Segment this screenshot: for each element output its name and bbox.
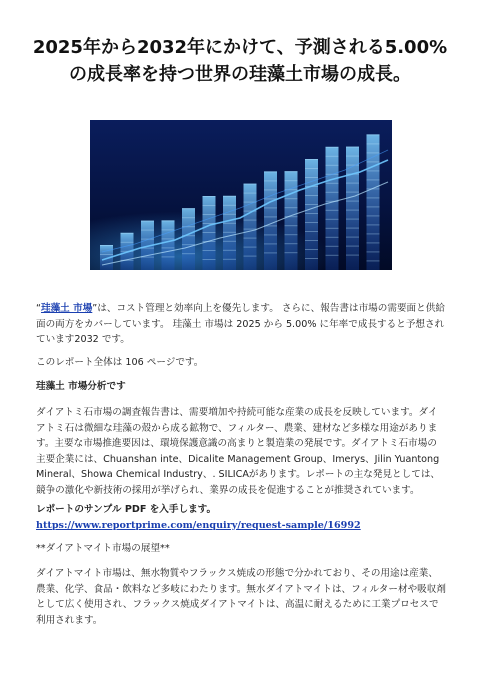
hero-bar (244, 184, 257, 270)
hero-bar-segment (305, 177, 318, 178)
sample-link[interactable]: https://www.reportprime.com/enquiry/request-sample/16992 (36, 519, 361, 531)
hero-bar-segment (162, 220, 175, 221)
hero-bar-segment (162, 229, 175, 230)
hero-bar-segment (326, 246, 339, 247)
hero-bar-segment (223, 196, 236, 197)
hero-bar-segment (305, 222, 318, 223)
hero-bar-segment (326, 237, 339, 238)
hero-bar-segment (244, 220, 257, 221)
hero-bar-segment (326, 183, 339, 184)
hero-bar-segment (285, 171, 298, 172)
hero-bar-segment (264, 243, 277, 244)
hero-bar (285, 171, 298, 270)
hero-bar-segment (162, 238, 175, 239)
hero-bar-segment (264, 234, 277, 235)
hero-bar-segment (264, 189, 277, 190)
hero-bar (305, 159, 318, 270)
intro-paragraph (36, 301, 446, 348)
hero-bar-segment (367, 242, 380, 243)
hero-bar-segment (244, 247, 257, 248)
analysis-paragraph: ダイアトミ石市場の調査報告書は、需要増加や持続可能な産業の成長を反映しています。ダイアトミ石は微細な珪藻の殻から成る鉱物で、フィルター、農業、建材など多様な用途があります。主要な市場推進要因は、環境保護意識の高まりと製造業の発展です。ダイアトミ石市場の主要企業には、Chuanshan inte、Dicalite Management Group、Imerys、Jilin Yuantong Mineral、Showa Chemical Industry、. SILICAがあります。レポートの主な発見としては、競争の激化や新技術の採用が挙げられ、業界の成長を促進することが推奨されています。 (36, 407, 441, 496)
hero-bar-segment (367, 143, 380, 144)
analysis-heading: 珪藻土 市場分析です (36, 381, 126, 392)
hero-bar-segment (367, 251, 380, 252)
hero-bar-segment (367, 233, 380, 234)
hero-bar-segment (223, 250, 236, 251)
hero-bar-segment (305, 213, 318, 214)
hero-bar-segment (326, 219, 339, 220)
hero-bar-segment (367, 170, 380, 171)
pages-note: このレポート全体は 106 ページです。 (36, 357, 204, 368)
hero-bar-segment (285, 198, 298, 199)
sample-label: レポートのサンプル PDF を入手します。 (36, 504, 217, 515)
hero-bar-segment (264, 171, 277, 172)
hero-bar-segment (367, 152, 380, 153)
hero-bar-segment (326, 228, 339, 229)
hero-bar-segment (346, 210, 359, 211)
hero-bar-segment (264, 216, 277, 217)
title-line-1: 2025年から2032年にかけて、予測される5.00% (32, 37, 448, 58)
hero-bar-segment (326, 210, 339, 211)
intro-text: は、コスト管理と効率向上を優先します。 さらに、報告書は市場の需要面と供給面の両方をカバーしています。 珪藻土 市場は 2025 から 5.00% に年率で成長すると予想されています2032 です。 (36, 303, 445, 345)
hero-bar-segment (346, 246, 359, 247)
sample-request (36, 502, 446, 533)
hero-bar-segment (326, 192, 339, 193)
hero-bar-segment (162, 247, 175, 248)
hero-bar-segment (346, 156, 359, 157)
hero-bar-segment (203, 214, 216, 215)
hero-bar-segment (223, 241, 236, 242)
hero-bar-segment (367, 260, 380, 261)
hero-bar-segment (100, 254, 113, 255)
hero-bar-segment (367, 179, 380, 180)
hero-bar-segment (223, 232, 236, 233)
hero-bar-segment (305, 240, 318, 241)
hero-bar-segment (305, 231, 318, 232)
hero-bar-segment (285, 234, 298, 235)
hero-bar-segment (203, 232, 216, 233)
hero-bar-segment (244, 229, 257, 230)
hero-bar-segment (203, 259, 216, 260)
hero-bar-segment (244, 193, 257, 194)
hero-bar-segment (203, 196, 216, 197)
hero-bar-segment (285, 243, 298, 244)
hero-bar-segment (223, 214, 236, 215)
hero-bar-segment (305, 249, 318, 250)
hero-bar (162, 220, 175, 270)
hero-bar-segment (367, 206, 380, 207)
hero-bar-segment (182, 244, 195, 245)
hero-bar-segment (264, 252, 277, 253)
hero-bar-segment (285, 180, 298, 181)
hero-bar-segment (141, 230, 154, 231)
hero-bar-segment (326, 147, 339, 148)
hero-bar-segment (141, 221, 154, 222)
hero-bar-segment (367, 224, 380, 225)
hero-bar-segment (305, 258, 318, 259)
hero-bar-segment (182, 253, 195, 254)
hero-bar-segment (346, 228, 359, 229)
outlook-heading: **ダイアトマイト市場の展望** (36, 543, 170, 554)
hero-bar-segment (346, 237, 359, 238)
hero-bar-segment (346, 183, 359, 184)
bar-chart-growth-image (90, 120, 392, 270)
hero-bar-segment (346, 255, 359, 256)
hero-bar-segment (162, 256, 175, 257)
hero-bar-segment (182, 208, 195, 209)
hero-bar-segment (346, 201, 359, 202)
outlook-paragraph: ダイアトマイト市場は、無水物質やフラックス焼成の形態で分かれており、その用途は産業、農業、化学、食品・飲料など多岐にわたります。無水ダイアトマイトは、フィルター材や吸収剤として広く使用され、フラックス焼成ダイアトマイトは、高温に耐えるために工業プロセスで利用されます。 (36, 568, 446, 626)
hero-bar-segment (305, 204, 318, 205)
hero-bar-segment (100, 245, 113, 246)
hero-bar-segment (305, 168, 318, 169)
close-quote: ” (92, 303, 98, 314)
hero-bar-segment (244, 256, 257, 257)
hero-bar-segment (326, 156, 339, 157)
hero-bar-segment (285, 225, 298, 226)
hero-bar-segment (223, 223, 236, 224)
hero-bar-segment (203, 250, 216, 251)
hero-bar-segment (305, 159, 318, 160)
hero-bar-segment (367, 134, 380, 135)
hero-bar-segment (346, 219, 359, 220)
hero-bar-segment (285, 252, 298, 253)
page-title (30, 34, 450, 88)
hero-bar-segment (121, 242, 134, 243)
hero-bar (264, 171, 277, 270)
hero-bar-segment (244, 238, 257, 239)
hero-bar-segment (346, 192, 359, 193)
hero-bar-segment (367, 197, 380, 198)
hero-bar-segment (223, 259, 236, 260)
hero-bar-segment (264, 207, 277, 208)
hero-bar-segment (326, 165, 339, 166)
hero-bar-segment (285, 207, 298, 208)
open-quote: “ (36, 303, 41, 314)
hero-bar-segment (121, 233, 134, 234)
hero-bar-segment (203, 205, 216, 206)
hero-bar-segment (244, 184, 257, 185)
hero-bar-segment (367, 215, 380, 216)
hero-bar-segment (367, 161, 380, 162)
title-line-2: の成長率を持つ世界の珪藻土市場の成長。 (69, 64, 411, 85)
hero-bar-segment (264, 180, 277, 181)
hero-bar-segment (223, 205, 236, 206)
hero-bar-segment (326, 255, 339, 256)
hero-bar-segment (182, 217, 195, 218)
market-link[interactable]: 珪藻土 市場 (40, 303, 93, 314)
hero-bar-segment (346, 147, 359, 148)
hero-bar-segment (305, 195, 318, 196)
